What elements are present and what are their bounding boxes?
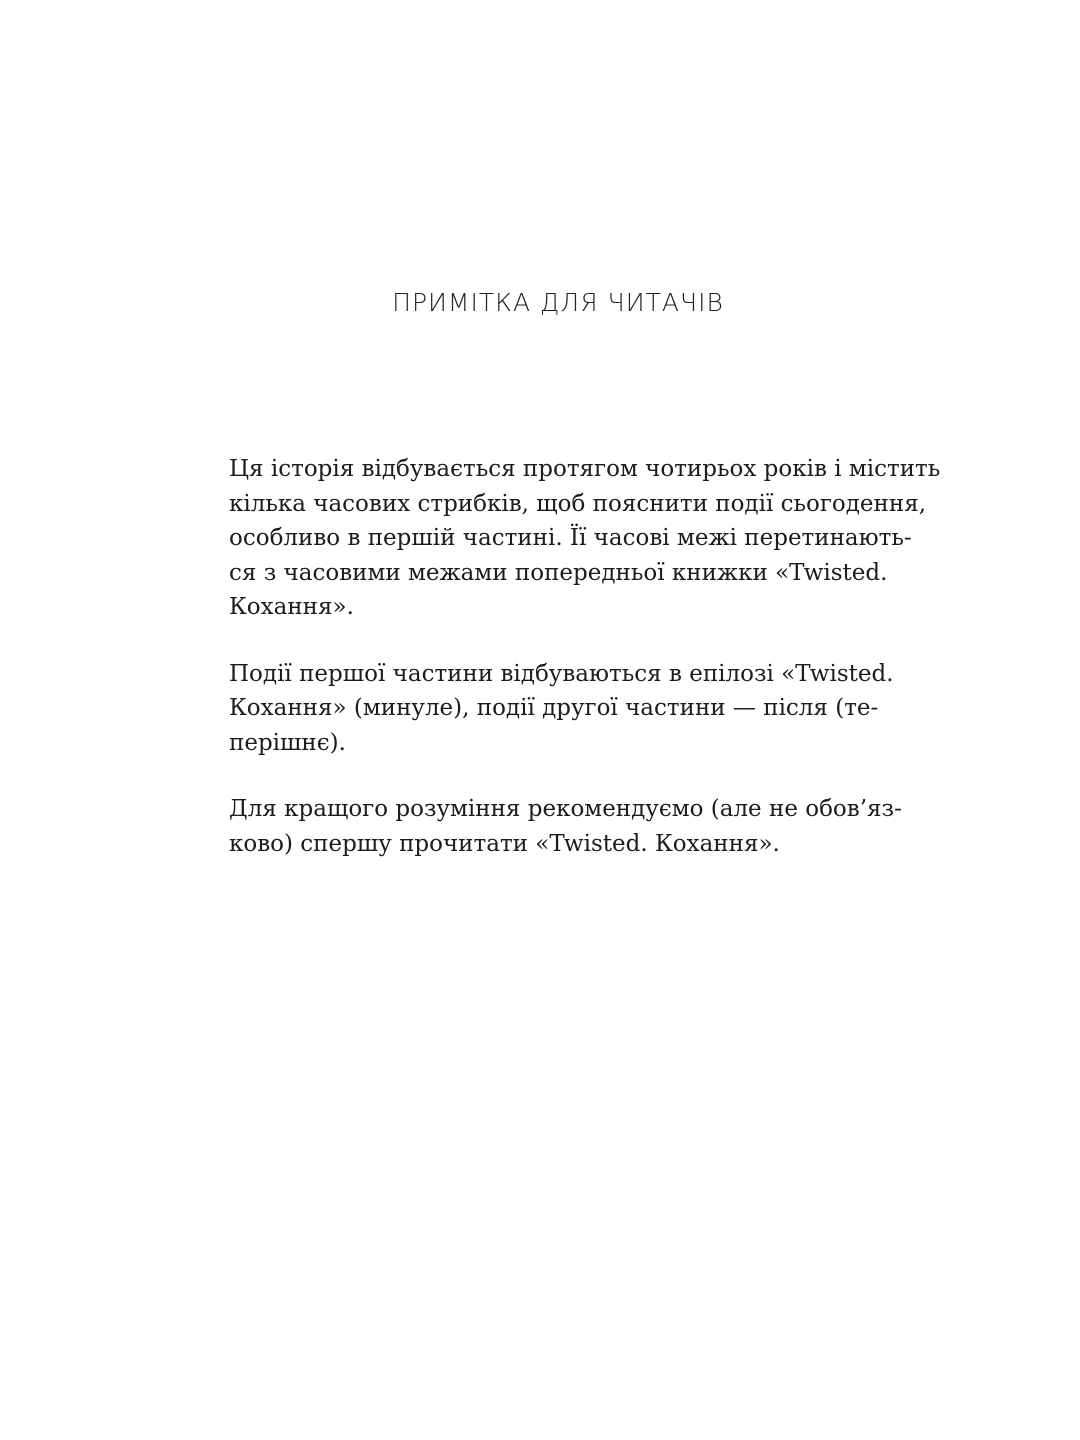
text-line: Для кращого розуміння рекомендуємо (але не обов’яз- <box>229 796 902 822</box>
paragraph-2 <box>229 657 894 761</box>
text-line: Ця історія відбувається протягом чотирьох років і містить <box>229 456 941 482</box>
paragraph-3 <box>229 792 902 861</box>
text-line: особливо в першій частині. Її часові межі перетинають- <box>229 525 912 551</box>
text-line: ся з часовими межами попередньої книжки «Twisted. <box>229 559 888 586</box>
text-line: Події першої частини відбуваються в епілозі «Twisted. <box>229 660 894 687</box>
text-line: кілька часових стрибків, щоб пояснити події сьогодення, <box>229 490 927 517</box>
page-title: ПРИМІТКА ДЛЯ ЧИТАЧІВ <box>392 288 724 317</box>
text-line: перішнє). <box>229 729 346 756</box>
note-body <box>229 452 941 893</box>
text-line: Кохання». <box>229 594 354 620</box>
text-line: ково) спершу прочитати «Twisted. Кохання». <box>229 830 780 857</box>
paragraph-1 <box>229 452 941 625</box>
text-line: Кохання» (минуле), події другої частини — після (те- <box>229 695 879 721</box>
